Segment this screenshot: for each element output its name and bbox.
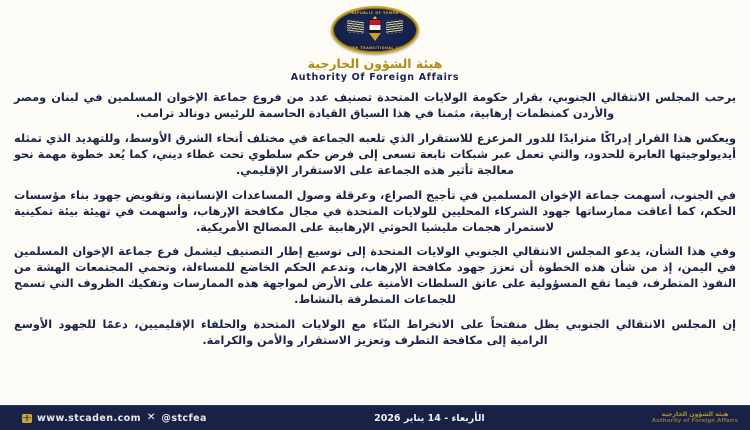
- statement-paragraph: يرحب المجلس الانتقالي الجنوبي، بقرار حكومة الولايات المتحدة تصنيف عدد من فروع جماعة الإخوان المسلمين في لبنان ومصر والأردن كمنظمات إرهابية، مثمنا في هذا السياق القيادة الحاسمة للرئيس دونالد ترامب.: [14, 91, 736, 121]
- footer-contact-group: [22, 413, 207, 424]
- statement-paragraph: في الجنوب، أسهمت جماعة الإخوان المسلمين في تأجيج الصراع، وعرقلة وصول المساعدات الإنسانية، وتقويض جهود بناء مؤسسات الحكم، كما أعاقت ممارساتها جهود الشركاء المحليين للولايات المتحدة في مجال مكافحة الإرهاب، وأسهمت في تهيئة بيئة تمكينية لاستمرار هجمات مليشيا الحوثي الإرهابية على المصالح الأمريكية.: [14, 188, 736, 234]
- x-twitter-icon[interactable]: ✕: [146, 412, 156, 423]
- footer-website-link[interactable]: www.stcaden.com: [37, 412, 141, 424]
- footer-date: الأربعاء - 14 يناير 2026: [374, 412, 485, 424]
- footer-brand-english: Authority of Foreign Affairs: [651, 417, 738, 424]
- emblem-ring-text-bottom: SOUTHERN TRANSITIONAL COUNCIL: [334, 45, 416, 50]
- eagle-emblem-icon: [331, 6, 419, 54]
- emblem-ring-text-top: REPUBLIC OF YEMEN: [351, 11, 399, 15]
- statement-paragraph: ويعكس هذا القرار إدراكًا متزايدًا للدور المزعزع للاستقرار الذي تلعبه الجماعة في مختلف أنحاء الشرق الأوسط، وللتهديد الذي تمثله أيديولوجيتها العابرة للحدود، والتي تعمل عبر شبكات تابعة تسعى إلى فرض حكم سلطوي تحت غطاء ديني، كما يُعد خطوة مهمة نحو معالجة تأثير هذه الجماعة على الاستقرار الإقليمي.: [14, 131, 736, 177]
- emblem-eagle-graphic: [346, 16, 404, 42]
- globe-icon: [22, 414, 32, 423]
- footer-brand: [652, 412, 738, 425]
- emblem-wing-left-icon: [347, 19, 364, 34]
- footer-social-handle[interactable]: @stcfea: [161, 412, 207, 424]
- page-footer: [0, 405, 750, 430]
- page-header: [0, 0, 750, 83]
- footer-brand-arabic: هيئة الشؤون الخارجية: [661, 410, 729, 418]
- statement-body: [14, 90, 736, 348]
- statement-paragraph: إن المجلس الانتقالي الجنوبي يظل منفتحاً على الانخراط البنّاء مع الولايات المتحدة والحلفاء الإقليميين، دعمًا للجهود الأوسع الرامية إلى مكافحة التطرف وتعزيز الاستقرار والأمن والكرامة.: [14, 317, 736, 347]
- org-title-english: Authority Of Foreign Affairs: [290, 72, 460, 84]
- emblem-tail-icon: [369, 33, 381, 41]
- emblem-wing-right-icon: [386, 19, 403, 34]
- statement-paragraph: وفي هذا الشأن، يدعو المجلس الانتقالي الجنوبي الولايات المتحدة إلى توسيع إطار التصنيف ليشمل فرع جماعة الإخوان المسلمين في اليمن، إذ من شأن هذه الخطوة أن تعزز جهود مكافحة الإرهاب، وتدعم الحكم الخاضع للمساءلة، وتحمي المجتمعات الهشة من النفوذ المتطرف، فيما تقع المسؤولية على عاتق السلطات الأمنية على الأرض لمواجهة هذه الممارسات وتفكيك الظروف التي تسمح للجماعات المتطرفة بالنشاط.: [14, 245, 736, 307]
- org-title-arabic: هيئة الشؤون الخارجية: [307, 56, 443, 71]
